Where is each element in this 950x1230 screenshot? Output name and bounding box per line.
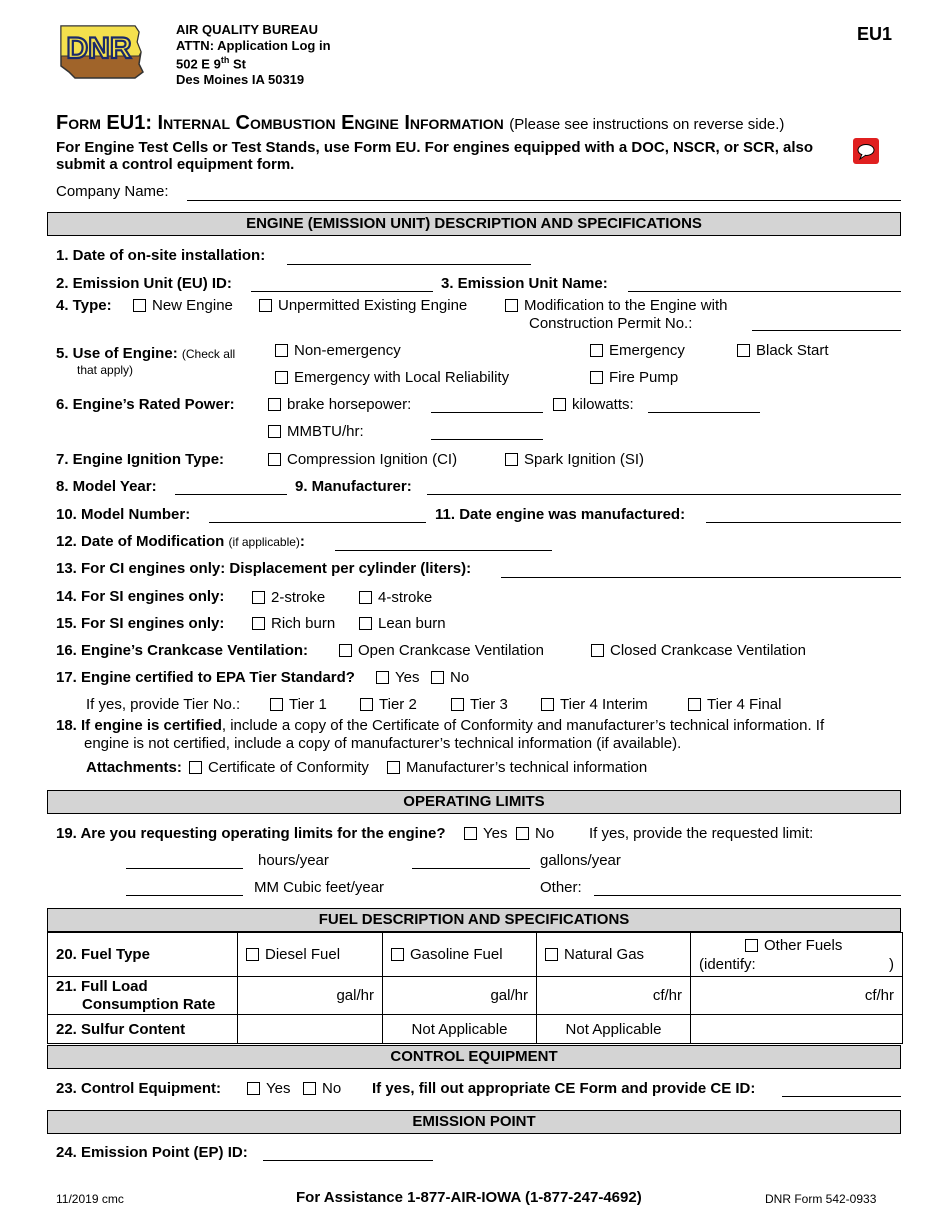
q5-label: 5. Use of Engine: (Check all [56,345,236,362]
q11-manufacture-date-field[interactable] [706,522,901,523]
agency-address [176,22,331,87]
checkbox[interactable] [591,644,604,657]
form-title: Form EU1: Internal Combustion Engine Information (Please see instructions on reverse side.) [56,112,785,134]
checkbox[interactable] [545,948,558,961]
checkbox[interactable] [745,939,758,952]
q17-tier4-final-option[interactable]: Tier 4 Final [688,696,781,713]
checkbox[interactable] [387,761,400,774]
q24-ep-id-field[interactable] [263,1160,433,1161]
company-name-field[interactable] [187,200,901,201]
q23-note: If yes, fill out appropriate CE Form and provide CE ID: [372,1080,756,1097]
checkbox[interactable] [391,948,404,961]
checkbox[interactable] [464,827,477,840]
q5-note: that apply) [77,363,134,377]
fuel-natural-gas-cell[interactable]: Natural Gas [537,933,691,977]
table-row [48,933,903,977]
q8-label: 8. Model Year: [56,478,157,495]
q6-mmbtu-option[interactable]: MMBTU/hr: [268,423,364,440]
footer-date: 11/2019 cmc [56,1192,124,1206]
q10-model-number-field[interactable] [209,522,426,523]
q7-si-option[interactable]: Spark Ignition (SI) [505,451,644,468]
q15-label: 15. For SI engines only: [56,615,225,632]
q1-label: 1. Date of on-site installation: [56,247,266,264]
comment-icon[interactable] [853,138,879,164]
q19-other-label: Other: [540,879,582,896]
checkbox[interactable] [339,644,352,657]
fuel-type-label: 20. Fuel Type [48,933,238,977]
section-ep-header: EMISSION POINT [47,1110,901,1134]
checkbox[interactable] [360,698,373,711]
table-row [48,1015,903,1044]
form-subtitle: For Engine Test Cells or Test Stands, use Form EU. For engines equipped with a DOC, NSCR, or SCR, also submit a control equipment form. [56,139,814,173]
checkbox[interactable] [431,671,444,684]
consumption-natural-gas-cell[interactable]: cf/hr [537,977,691,1015]
consumption-rate-label: 21. Full Load Consumption Rate [48,977,238,1015]
section-control-header: CONTROL EQUIPMENT [47,1045,901,1069]
checkbox[interactable] [252,591,265,604]
checkbox[interactable] [451,698,464,711]
q4-label: 4. Type: [56,297,112,314]
q6-mmbtu-field[interactable] [431,439,543,440]
q11-label: 11. Date engine was manufactured: [435,506,686,523]
q9-label: 9. Manufacturer: [295,478,412,495]
q6-kw-option[interactable]: kilowatts: [553,396,634,413]
q17-tier3-option[interactable]: Tier 3 [451,696,508,713]
q18-attachments-label: Attachments: [86,759,182,776]
checkbox[interactable] [590,344,603,357]
checkbox[interactable] [275,371,288,384]
checkbox[interactable] [376,671,389,684]
q14-label: 14. For SI engines only: [56,588,225,605]
q13-label: 13. For CI engines only: Displacement per cylinder (liters): [56,560,472,577]
consumption-other-cell[interactable]: cf/hr [691,977,903,1015]
q17-tier4-interim-option[interactable]: Tier 4 Interim [541,696,648,713]
q19-gallons-field[interactable] [412,868,530,869]
sulfur-content-label: 22. Sulfur Content [48,1015,238,1044]
q16-open-option[interactable]: Open Crankcase Ventilation [339,642,544,659]
q1-installation-date-field[interactable] [287,264,531,265]
sulfur-natural-gas-cell: Not Applicable [537,1015,691,1044]
q16-closed-option[interactable]: Closed Crankcase Ventilation [591,642,806,659]
q6-kw-field[interactable] [648,412,760,413]
q19-gallons-unit: gallons/year [540,852,621,869]
q19-other-field[interactable] [594,895,901,896]
q6-bhp-field[interactable] [431,412,543,413]
q23-label: 23. Control Equipment: [56,1080,221,1097]
q15-rich-burn-option[interactable]: Rich burn [252,615,335,632]
q19-yes-option[interactable]: Yes [464,825,507,842]
q4-modification-option[interactable]: Modification to the Engine with [505,297,727,314]
checkbox[interactable] [246,948,259,961]
q15-lean-burn-option[interactable]: Lean burn [359,615,446,632]
q3-eu-name-field[interactable] [628,291,901,292]
q13-displacement-field[interactable] [501,577,901,578]
q4-construction-permit-label: Construction Permit No.: [529,315,693,332]
q19-hours-field[interactable] [126,868,243,869]
fuel-other-identify: (identify: [699,955,756,973]
q17-tier2-option[interactable]: Tier 2 [360,696,417,713]
q17-yes-option[interactable]: Yes [376,669,419,686]
q14-4-stroke-option[interactable]: 4-stroke [359,589,432,606]
checkbox[interactable] [268,425,281,438]
q18-coc-option[interactable]: Certificate of Conformity [189,759,369,776]
agency-line-3: 502 E 9th St [176,55,246,72]
q19-note: If yes, provide the requested limit: [589,825,814,842]
section-fuel-header: FUEL DESCRIPTION AND SPECIFICATIONS [47,908,901,932]
sulfur-diesel-cell[interactable] [238,1015,383,1044]
q3-label: 3. Emission Unit Name: [441,275,608,292]
checkbox[interactable] [590,371,603,384]
q5-fire-pump-option[interactable]: Fire Pump [590,369,678,386]
q17-label: 17. Engine certified to EPA Tier Standard? [56,669,355,686]
form-title-note: (Please see instructions on reverse side.) [509,116,785,133]
q2-label: 2. Emission Unit (EU) ID: [56,275,232,292]
checkbox[interactable] [505,299,518,312]
agency-line-4: Des Moines IA 50319 [176,71,305,87]
checkbox[interactable] [247,1082,260,1095]
q24-label: 24. Emission Point (EP) ID: [56,1144,248,1161]
q19-mmcf-field[interactable] [126,895,243,896]
q4-unpermitted-option[interactable]: Unpermitted Existing Engine [259,297,467,314]
fuel-table [47,932,903,1044]
checkbox[interactable] [541,698,554,711]
q4-new-engine-option[interactable]: New Engine [133,297,233,314]
q5-black-start-option[interactable]: Black Start [737,342,829,359]
q7-ci-option[interactable]: Compression Ignition (CI) [268,451,457,468]
checkbox[interactable] [252,617,265,630]
q23-ce-id-field[interactable] [782,1096,901,1097]
section-engine-header: ENGINE (EMISSION UNIT) DESCRIPTION AND SPECIFICATIONS [47,212,901,236]
fuel-diesel-cell[interactable]: Diesel Fuel [238,933,383,977]
checkbox[interactable] [268,398,281,411]
section-limits-header: OPERATING LIMITS [47,790,901,814]
q10-label: 10. Model Number: [56,506,191,523]
q6-bhp-option[interactable]: brake horsepower: [268,396,411,413]
q18-text-line2: engine is not certified, include a copy of manufacturer’s technical information (if available). [84,735,682,752]
checkbox[interactable] [688,698,701,711]
q19-label: 19. Are you requesting operating limits for the engine? [56,825,446,842]
sulfur-other-cell[interactable] [691,1015,903,1044]
checkbox[interactable] [516,827,529,840]
checkbox[interactable] [359,591,372,604]
consumption-diesel-cell[interactable]: gal/hr [238,977,383,1015]
logo-text: DNR [66,32,132,65]
checkbox[interactable] [505,453,518,466]
checkbox[interactable] [553,398,566,411]
q14-2-stroke-option[interactable]: 2-stroke [252,589,325,606]
q18-tech-info-option[interactable]: Manufacturer’s technical information [387,759,647,776]
q5-emergency-option[interactable]: Emergency [590,342,685,359]
checkbox[interactable] [259,299,272,312]
footer-form-number: DNR Form 542-0933 [765,1192,877,1206]
q7-label: 7. Engine Ignition Type: [56,451,225,468]
checkbox[interactable] [268,453,281,466]
q19-hours-unit: hours/year [258,852,329,869]
checkbox[interactable] [133,299,146,312]
consumption-gasoline-cell[interactable]: gal/hr [383,977,537,1015]
agency-line-1: AIR QUALITY BUREAU [176,22,319,37]
q4-construction-permit-field[interactable] [752,330,901,331]
q17-tier-label: If yes, provide Tier No.: [86,696,241,713]
agency-line-2: ATTN: Application Log in [176,37,331,53]
q5-local-reliability-option[interactable]: Emergency with Local Reliability [275,369,509,386]
q8-model-year-field[interactable] [175,494,287,495]
q18-text: 18. If engine is certified, include a copy of the Certificate of Conformity and manufacturer’s technical information. If [56,717,825,734]
checkbox[interactable] [189,761,202,774]
q16-label: 16. Engine’s Crankcase Ventilation: [56,642,309,659]
q9-manufacturer-field[interactable] [427,494,901,495]
checkbox[interactable] [275,344,288,357]
company-name-label: Company Name: [56,183,169,200]
q19-no-option[interactable]: No [516,825,554,842]
sulfur-gasoline-cell: Not Applicable [383,1015,537,1044]
fuel-other-cell[interactable]: Other Fuels (identify: ) [691,933,903,977]
table-row [48,977,903,1015]
fuel-gasoline-cell[interactable]: Gasoline Fuel [383,933,537,977]
q17-no-option[interactable]: No [431,669,469,686]
q19-mmcf-unit: MM Cubic feet/year [254,879,385,896]
q23-no-option[interactable]: No [303,1080,341,1097]
checkbox[interactable] [303,1082,316,1095]
form-code: EU1 [857,24,893,44]
q6-label: 6. Engine’s Rated Power: [56,396,235,413]
q2-eu-id-field[interactable] [251,291,433,292]
checkbox[interactable] [737,344,750,357]
q23-yes-option[interactable]: Yes [247,1080,290,1097]
q5-non-emergency-option[interactable]: Non-emergency [275,342,401,359]
footer-assistance: For Assistance 1-877-AIR-IOWA (1-877-247-4692) [296,1189,642,1206]
q12-modification-date-field[interactable] [335,550,552,551]
checkbox[interactable] [270,698,283,711]
checkbox[interactable] [359,617,372,630]
dnr-logo [55,22,145,82]
q12-label: 12. Date of Modification (if applicable): [56,533,305,550]
q17-tier1-option[interactable]: Tier 1 [270,696,327,713]
